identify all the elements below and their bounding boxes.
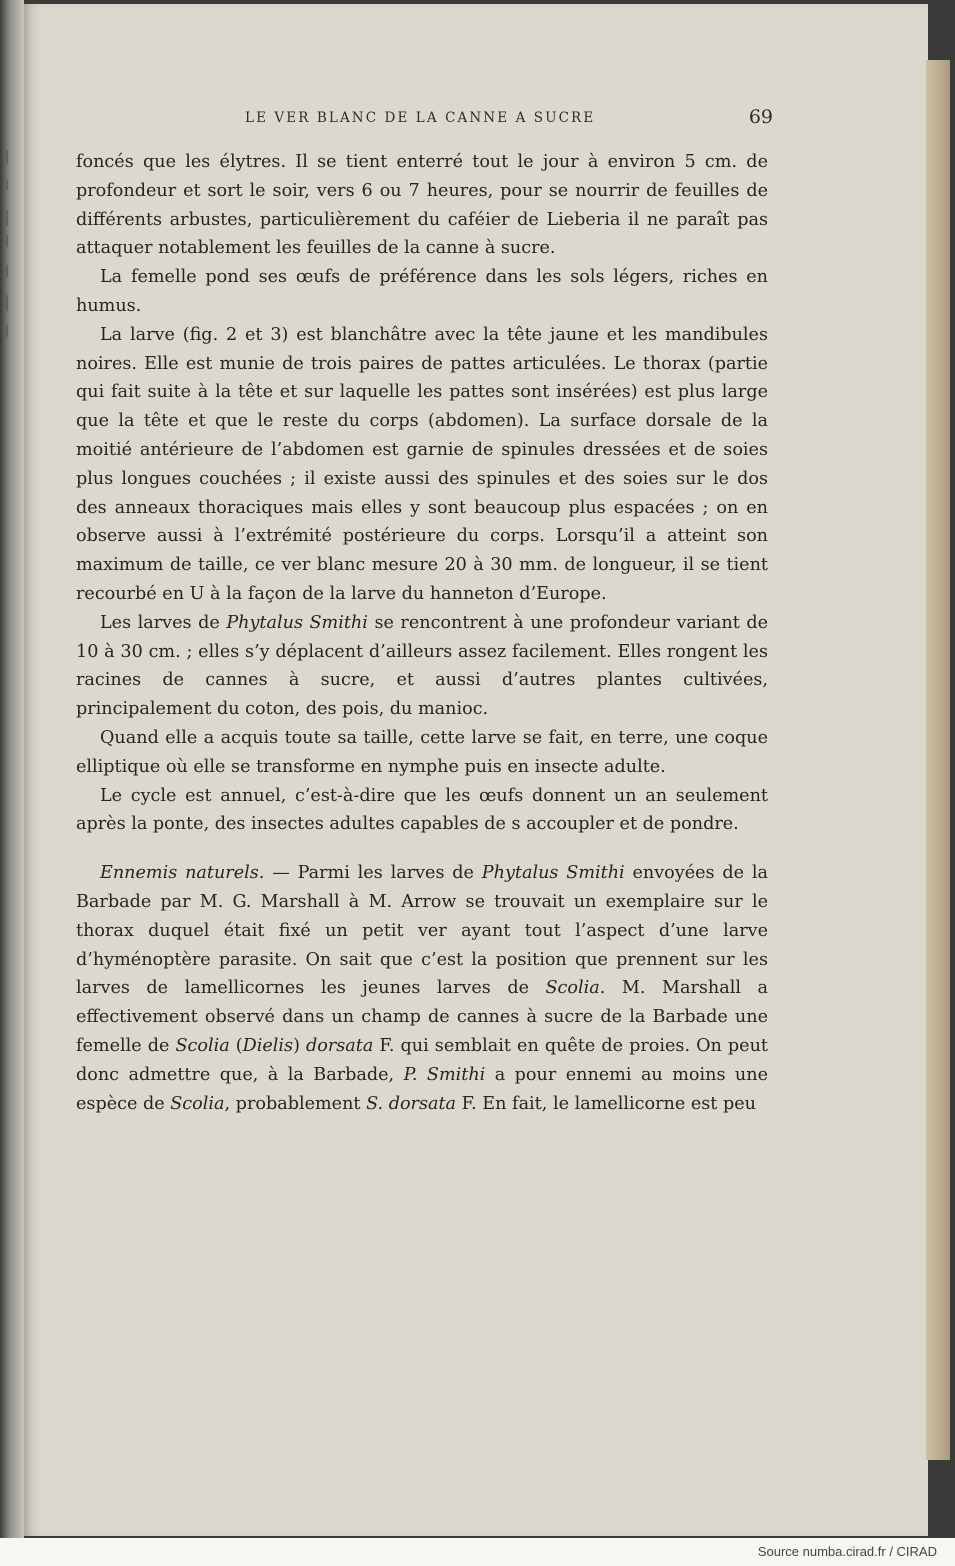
page-stack-edge xyxy=(926,60,950,1460)
section-heading: Ennemis naturels. xyxy=(100,863,265,884)
paragraph: La femelle pond ses œufs de préférence dans les sols légers, riches en humus. xyxy=(76,267,768,316)
body-text xyxy=(76,148,768,1118)
paragraph-larves: Les larves de Phytalus Smithi se rencontrent à une profondeur variant de 10 à 30 cm. ; elles s’y déplacent d’ailleurs assez facilement. Elles rongent les racines de cannes à sucre, et aussi d’autres plantes cultivées, principalement du coton, des pois, du manioc. xyxy=(76,612,769,720)
running-title: LE VER BLANC DE LA CANNE A SUCRE xyxy=(245,110,596,126)
paragraph: La larve (fig. 2 et 3) est blanchâtre avec la tête jaune et les mandibules noires. Elle est munie de trois paires de pattes articulées. Le thorax (partie qui fait suite à la tête et sur laquelle les pattes sont insérées) est plus large que la tête et que le reste du corps (abdomen). La surface dorsale de la moitié antérieure de l’abdomen est garnie de spinules dressées et de soies plus longues couchées ; il existe aussi des spinules et des soies sur le dos des anneaux thoraciques mais elles y sont beaucoup plus espacées ; on en observe aussi à l’extrémité postérieure du corps. Lorsqu’il a atteint son maximum de taille, ce ver blanc mesure 20 à 30 mm. de longueur, il se tient recourbé en U à la façon de la larve du hanneton d’Europe. xyxy=(76,324,768,604)
paragraph: foncés que les élytres. Il se tient enterré tout le jour à environ 5 cm. de profondeur et sort le soir, vers 6 ou 7 heures, pour se nourrir de feuilles de différents arbustes, particulièrement du caféier de Lieberia il ne paraît pas attaquer notablement les feuilles de la canne à sucre. xyxy=(76,152,768,259)
source-credit: Source numba.cirad.fr / CIRAD xyxy=(757,1544,937,1559)
paragraph: Le cycle est annuel, c’est-à-dire que les œufs donnent un an seulement après la ponte, des insectes adultes capables de s accoupler et de pondre. xyxy=(76,785,768,835)
source-footer xyxy=(0,1538,955,1566)
facing-page-bleed xyxy=(0,140,22,1440)
paragraph-ennemis: Ennemis naturels. — Parmi les larves de Phytalus Smithi envoyées de la Barbade par M. G. Marshall à M. Arrow se trouvait un exemplaire sur le thorax duquel était fixé un petit ver ayant tout l’aspect d’une larve d’hyménoptère parasite. On sait que c’est la position que prennent sur les larves de lamellicornes les jeunes larves de Scolia. M. Marshall a effectivement observé dans un champ de cannes à sucre de la Barbade une femelle de Scolia (Dielis) dorsata F. qui semblait en quête de proies. On peut donc admettre que, à la Barbade, P. Smithi a pour ennemi au moins une espèce de Scolia, probablement S. dorsata F. En fait, le lamellicorne est peu xyxy=(76,863,768,1114)
paragraph: Quand elle a acquis toute sa taille, cette larve se fait, en terre, une coque elliptique où elle se transforme en nymphe puis en insecte adulte. xyxy=(76,727,768,777)
page-number: 69 xyxy=(748,106,773,128)
running-header xyxy=(245,108,773,130)
species-name: Phytalus Smithi xyxy=(226,612,368,633)
